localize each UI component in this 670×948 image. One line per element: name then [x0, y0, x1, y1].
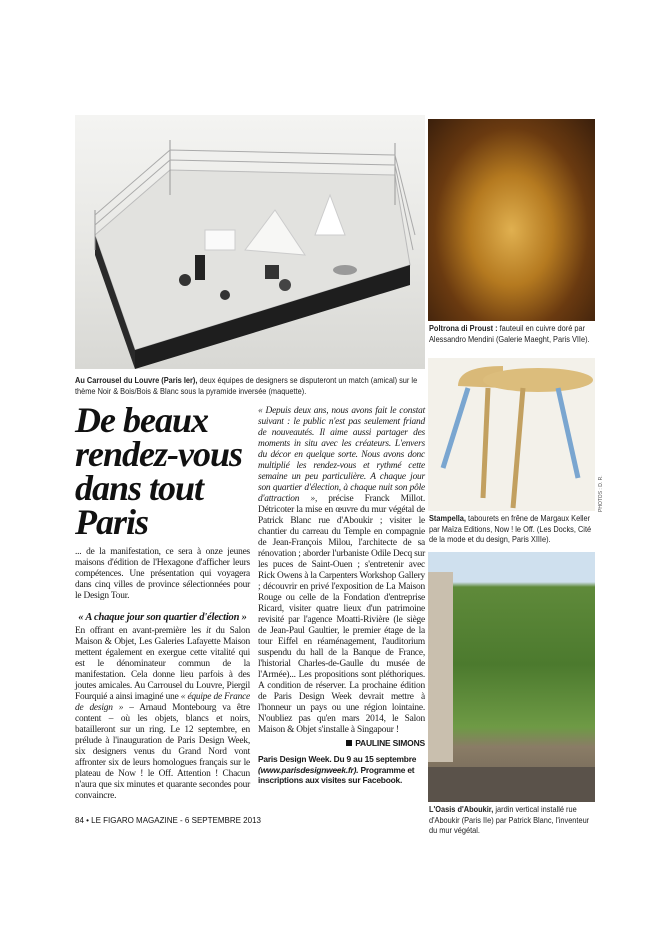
- article-body: [75, 400, 425, 826]
- street: [428, 767, 595, 802]
- page-footer: 84 • LE FIGARO MAGAZINE - 6 SEPTEMBRE 2013: [75, 816, 261, 825]
- body-paragraph: En offrant en avant-première les it du Salon Maison & Objet, Les Galeries Lafayette Maison mettent également en exergue cette vitalité qui est le dénominateur commun de la manifestation. Cela donne lieu parfois à des joutes amicales. Au Carrousel du Louvre, Piergil Fourquié a ainsi imaginé une « équipe de France de design » – Arnaud Montebourg va être content – où les objets, blancs et noirs, batailleront sur un ring. Le 12 septembre, en prélude à l'inauguration de Paris Design Week, six designers venus du Grand Nord vont affronter six de leurs homologues français sur le plateau de Now ! le Off. Attention ! Chacun n'aura que six minutes et quarante secondes pour convaincre.: [75, 626, 251, 801]
- stools-illustration: [428, 358, 595, 511]
- article-headline: De beaux rendez-vous dans tout Paris: [75, 400, 242, 542]
- ring-model-illustration: [75, 115, 425, 369]
- stools-caption: Stampella, tabourets en frêne de Margaux Keller par Maïza Editions, Now ! le Off. (Les Docks, Cité de la mode et du design, Paris XIIIe).: [429, 513, 592, 544]
- green-wall-caption: L'Oasis d'Aboukir, jardin vertical installé rue d'Aboukir (Paris IIe) par Patrick Blanc, l'inventeur du mur végétal.: [429, 804, 590, 835]
- article-left-block: [75, 400, 261, 826]
- event-info: Paris Design Week. Du 9 au 15 septembre (www.parisdesignweek.fr). Programme et inscriptions aux visites sur Facebook.: [258, 754, 417, 786]
- green-wall-photo: [428, 552, 595, 802]
- building-facade: [428, 572, 453, 762]
- armchair-caption: Poltrona di Proust : fauteuil en cuivre doré par Alessandro Mendini (Galerie Maeght, Paris VIIe).: [429, 323, 590, 344]
- main-photo-caption: Au Carrousel du Louvre (Paris Ier), deux équipes de designers se disputeront un match (amical) sur le thème Noir & Bois/Bois & Blanc sous la pyramide inversée (maquette).: [75, 375, 418, 396]
- author-signature: PAULINE SIMONS: [258, 738, 425, 749]
- square-bullet-icon: [346, 740, 352, 746]
- intro-paragraph: ... de la manifestation, ce sera à onze jeunes maisons d'édition de l'Hexagone d'afficher leurs compétences. Une présentation qui voyagera dans cinq villes de province sélectionnées pour le Design Tour.: [75, 547, 250, 601]
- armchair-photo: [428, 119, 595, 321]
- article-subhead: « A chaque jour son quartier d'élection »: [78, 612, 247, 623]
- photo-credit: PHOTOS : D. R.: [598, 475, 604, 512]
- carrousel-louvre-photo: [75, 115, 425, 369]
- article-column-middle: [258, 403, 425, 786]
- stools-photo: [428, 358, 595, 511]
- article-column-left: [75, 547, 250, 802]
- body-paragraph: « Depuis deux ans, nous avons fait le constat suivant : le public n'est pas seulement friand de nouveautés. Il aime aussi partager des moments in situ avec les créateurs. L'envers du décor en quelque sorte. Nous avons donc multiplié les rendez-vous et rythmé cette semaine un peu particulière. A chaque jour son quartier d'élection, à chaque nuit son pôle d'attraction », précise Franck Millot. Détricoter la mise en œuvre du mur végétal de Patrick Blanc rue d'Aboukir ; visiter le chantier du carreau du Temple en compagnie de Jean-François Milou, l'architecte de sa rénovation ; aborder l'urbaniste Odile Decq sur les puces de Saint-Ouen ; s'entretenir avec Rick Owens à la Carpenters Workshop Gallery ; découvrir en privé l'exposition de La Maison Rouge ou celle de la Fondation d'entreprise Ricard, visiter quatre lieux d'un patrimoine revisité par l'agence Moatti-Rivière (le siège de Jean-Paul Gaultier, le premier étage de la tour Eiffel en réaménagement, l'auditorium suspendu du hall de la Banque de France, l'historial Charles-de-Gaulle du musée de l'Armée)... Les propositions sont pléthoriques. A condition de réserver. La prochaine édition de Paris Design Week devrait mettre à l'honneur un pays ou une région lointaine. N'oubliez pas qu'en mars 2014, le Salon Maison & Objet s'installe à Singapour !: [258, 406, 425, 735]
